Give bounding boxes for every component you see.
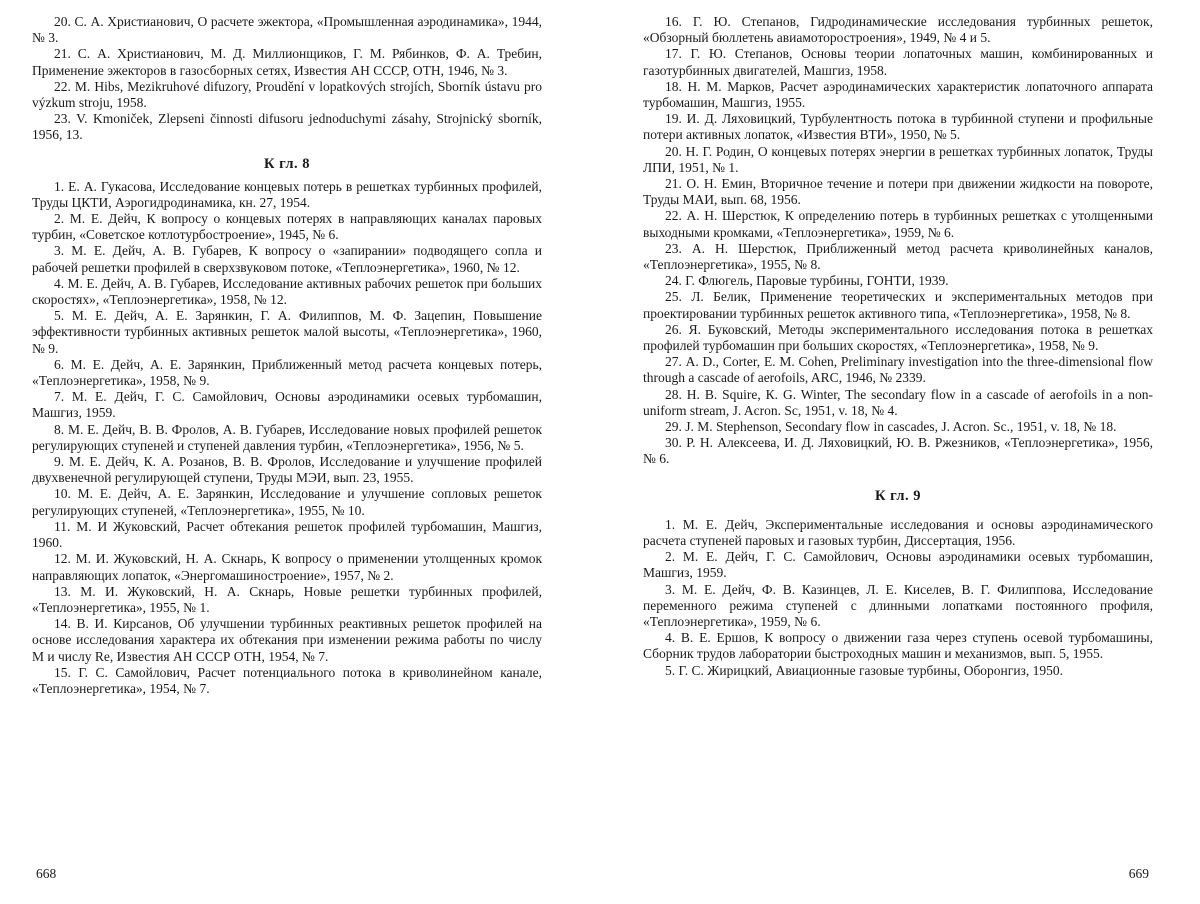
page-number: 668 xyxy=(36,866,57,881)
reference-entry: 5. М. Е. Дейч, А. Е. Зарянкин, Г. А. Филиппов, М. Ф. Зацепин, Повышение эффективности турбинных активных решеток малой высоты, «Теплоэнергетика», 1960, № 9. xyxy=(32,308,542,356)
reference-entry: 10. М. Е. Дейч, А. Е. Зарянкин, Исследование и улучшение сопловых решеток регулирующих ступеней, «Теплоэнергетика», 1955, № 10. xyxy=(32,486,542,518)
reference-entry: 21. О. Н. Емин, Вторичное течение и потери при движении жидкости на повороте, Труды МАИ, вып. 68, 1956. xyxy=(643,176,1153,208)
reference-entry: 18. Н. М. Марков, Расчет аэродинамических характеристик лопаточного аппарата турбомашин, Машгиз, 1955. xyxy=(643,78,1153,111)
right-page xyxy=(643,14,1153,894)
reference-entry: 23. V. Kmoniček, Zlepseni činnosti difusoru jednoduchymi zásahy, Strojnický sborník, 1956, 13. xyxy=(32,111,542,143)
reference-entry: 30. Р. Н. Алексеева, И. Д. Ляховицкий, Ю. В. Ржезников, «Теплоэнергетика», 1956, № 6. xyxy=(643,435,1153,467)
reference-entry: 22. M. Hibs, Mezikruhové difuzory, Proudění v lopatkových strojích, Sborník ústavu pro výzkum stroju, 1958. xyxy=(32,78,542,111)
reference-entry: 22. А. Н. Шерстюк, К определению потерь в турбинных решетках с утолщенными выходными кромками, «Теплоэнергетика», 1959, № 6. xyxy=(643,208,1153,240)
reference-entry: 2. М. Е. Дейч, К вопросу о концевых потерях в направляющих каналах паровых турбин, «Советское котлотурбостроение», 1945, № 6. xyxy=(32,211,542,243)
reference-entry: 7. М. Е. Дейч, Г. С. Самойлович, Основы аэродинамики осевых турбомашин, Машгиз, 1959. xyxy=(32,389,542,421)
reference-entry: 23. А. Н. Шерстюк, Приближенный метод расчета криволинейных каналов, «Теплоэнергетика», 1955, № 8. xyxy=(643,240,1153,273)
reference-entry: 17. Г. Ю. Степанов, Основы теории лопаточных машин, комбинированных и газотурбинных двигателей, Машгиз, 1958. xyxy=(643,46,1153,78)
reference-entry: 4. В. Е. Ершов, К вопросу о движении газа через ступень осевой турбомашины, Сборник трудов лаборатории быстроходных машин и механизмов, вып. 5, 1955. xyxy=(643,630,1153,662)
reference-entry: 4. М. Е. Дейч, А. В. Губарев, Исследование активных рабочих решеток при больших скоростях», «Теплоэнергетика», 1958, № 12. xyxy=(32,275,542,308)
reference-entry: 5. Г. С. Жирицкий, Авиационные газовые турбины, Оборонгиз, 1950. xyxy=(665,662,1064,678)
reference-entry: 8. М. Е. Дейч, В. В. Фролов, А. В. Губарев, Исследование новых профилей решеток регулирующих ступеней и ступеней давления турбин, «Теплоэнергетика», 1956, № 5. xyxy=(32,421,542,453)
reference-entry: 9. М. Е. Дейч, К. А. Розанов, В. В. Фролов, Исследование и улучшение профилей двухвенечной регулирующей ступени, Труды МЭИ, вып. 23, 1955. xyxy=(32,454,542,486)
reference-entry: 12. М. И. Жуковский, Н. А. Скнарь, К вопросу о применении утолщенных кромок направляющих лопаток, «Энергомашиностроение», 1957, № 2. xyxy=(32,551,542,583)
reference-entry: 20. С. А. Христианович, О расчете эжектора, «Промышленная аэродинамика», 1944, № 3. xyxy=(32,14,542,46)
reference-entry: 28. Н. В. Squire, К. G. Winter, The secondary flow in a cascade of aerofoils in a non-uniform stream, J. Acron. Sc, 1951, v. 18, № 4. xyxy=(643,386,1153,418)
reference-entry: 1. М. Е. Дейч, Экспериментальные исследования и основы аэродинамического расчета ступеней паровых и газовых турбин, Диссертация, 1956. xyxy=(643,516,1153,548)
reference-entry: 21. С. А. Христианович, М. Д. Миллионщиков, Г. М. Рябинков, Ф. А. Требин, Применение эжекторов в газосборных сетях, Известия АН СССР, ОТН, 1946, № 3. xyxy=(32,46,542,78)
reference-entry: 26. Я. Буковский, Методы экспериментального исследования потока в решетках профилей турбомашин при больших скоростях, «Теплоэнергетика», 1958, № 9. xyxy=(643,321,1153,354)
reference-entry: 16. Г. Ю. Степанов, Гидродинамические исследования турбинных решеток, «Обзорный бюллетень авиамоторостроения», 1949, № 4 и 5. xyxy=(643,14,1153,46)
reference-entry: 2. М. Е. Дейч, Г. С. Самойлович, Основы аэродинамики осевых турбомашин, Машгиз, 1959. xyxy=(643,549,1153,581)
reference-entry: 14. В. И. Кирсанов, Об улучшении турбинных реактивных решеток профилей на основе исследования характера их обтекания при изменении режима работы по числу М и числу Re, Известия АН СССР ОТН, 1954, № 7. xyxy=(32,616,542,664)
chapter-heading: К гл. 8 xyxy=(263,155,311,172)
chapter-8-references-continued xyxy=(643,14,1153,468)
chapter-7-references-continued xyxy=(32,14,542,144)
reference-entry: 6. М. Е. Дейч, А. Е. Зарянкин, Приближенный метод расчета концевых потерь, «Теплоэнергетика», 1958, № 9. xyxy=(32,356,542,389)
chapter-8-references xyxy=(32,179,542,698)
reference-entry: 1. Е. А. Гукасова, Исследование концевых потерь в решетках турбинных профилей, Труды ЦКТИ, Аэрогидродинамика, кн. 27, 1954. xyxy=(32,178,542,210)
page-number: 669 xyxy=(1128,866,1149,881)
reference-entry: 20. Н. Г. Родин, О концевых потерях энергии в решетках турбинных лопаток, Труды ЛПИ, 1951, № 1. xyxy=(643,143,1153,175)
chapter-9-references xyxy=(643,517,1153,679)
reference-entry: 29. J. M. Stephenson, Secondary flow in cascades, J. Acron. Sc., 1951, v. 18, № 18. xyxy=(665,419,1117,435)
left-page xyxy=(32,14,542,894)
reference-entry: 3. М. Е. Дейч, А. В. Губарев, К вопросу о «запирании» подводящего сопла и рабочей решетки профилей в сверхзвуковом потоке, «Теплоэнергетика», 1960, № 12. xyxy=(32,243,542,275)
reference-entry: 24. Г. Флюгель, Паровые турбины, ГОНТИ, 1939. xyxy=(665,273,949,289)
reference-entry: 25. Л. Белик, Применение теоретических и экспериментальных методов при проектировании турбинных решеток активного типа, «Теплоэнергетика», 1958, № 8. xyxy=(643,289,1153,321)
reference-entry: 11. М. И Жуковский, Расчет обтекания решеток профилей турбомашин, Машгиз, 1960. xyxy=(32,518,542,551)
reference-entry: 3. М. Е. Дейч, Ф. В. Казинцев, Л. Е. Киселев, В. Г. Филиппова, Исследование переменного режима ступеней с длинными лопатками постоянного профиля, «Теплоэнергетика», 1959, № 6. xyxy=(643,581,1153,629)
reference-entry: 27. А. D., Corter, Е. М. Cohen, Preliminary investigation into the three-dimensional flow through a cascade of aerofoils, ARC, 1946, № 2339. xyxy=(643,354,1153,386)
chapter-heading: К гл. 9 xyxy=(874,487,922,504)
reference-entry: 19. И. Д. Ляховицкий, Турбулентность потока в турбинной ступени и профильные потери активных лопаток, «Известия ВТИ», 1950, № 5. xyxy=(643,111,1153,143)
reference-entry: 15. Г. С. Самойлович, Расчет потенциального потока в криволинейном канале, «Теплоэнергетика», 1954, № 7. xyxy=(32,664,542,696)
reference-entry: 13. М. И. Жуковский, Н. А. Скнарь, Новые решетки турбинных профилей, «Теплоэнергетика», 1955, № 1. xyxy=(32,583,542,615)
